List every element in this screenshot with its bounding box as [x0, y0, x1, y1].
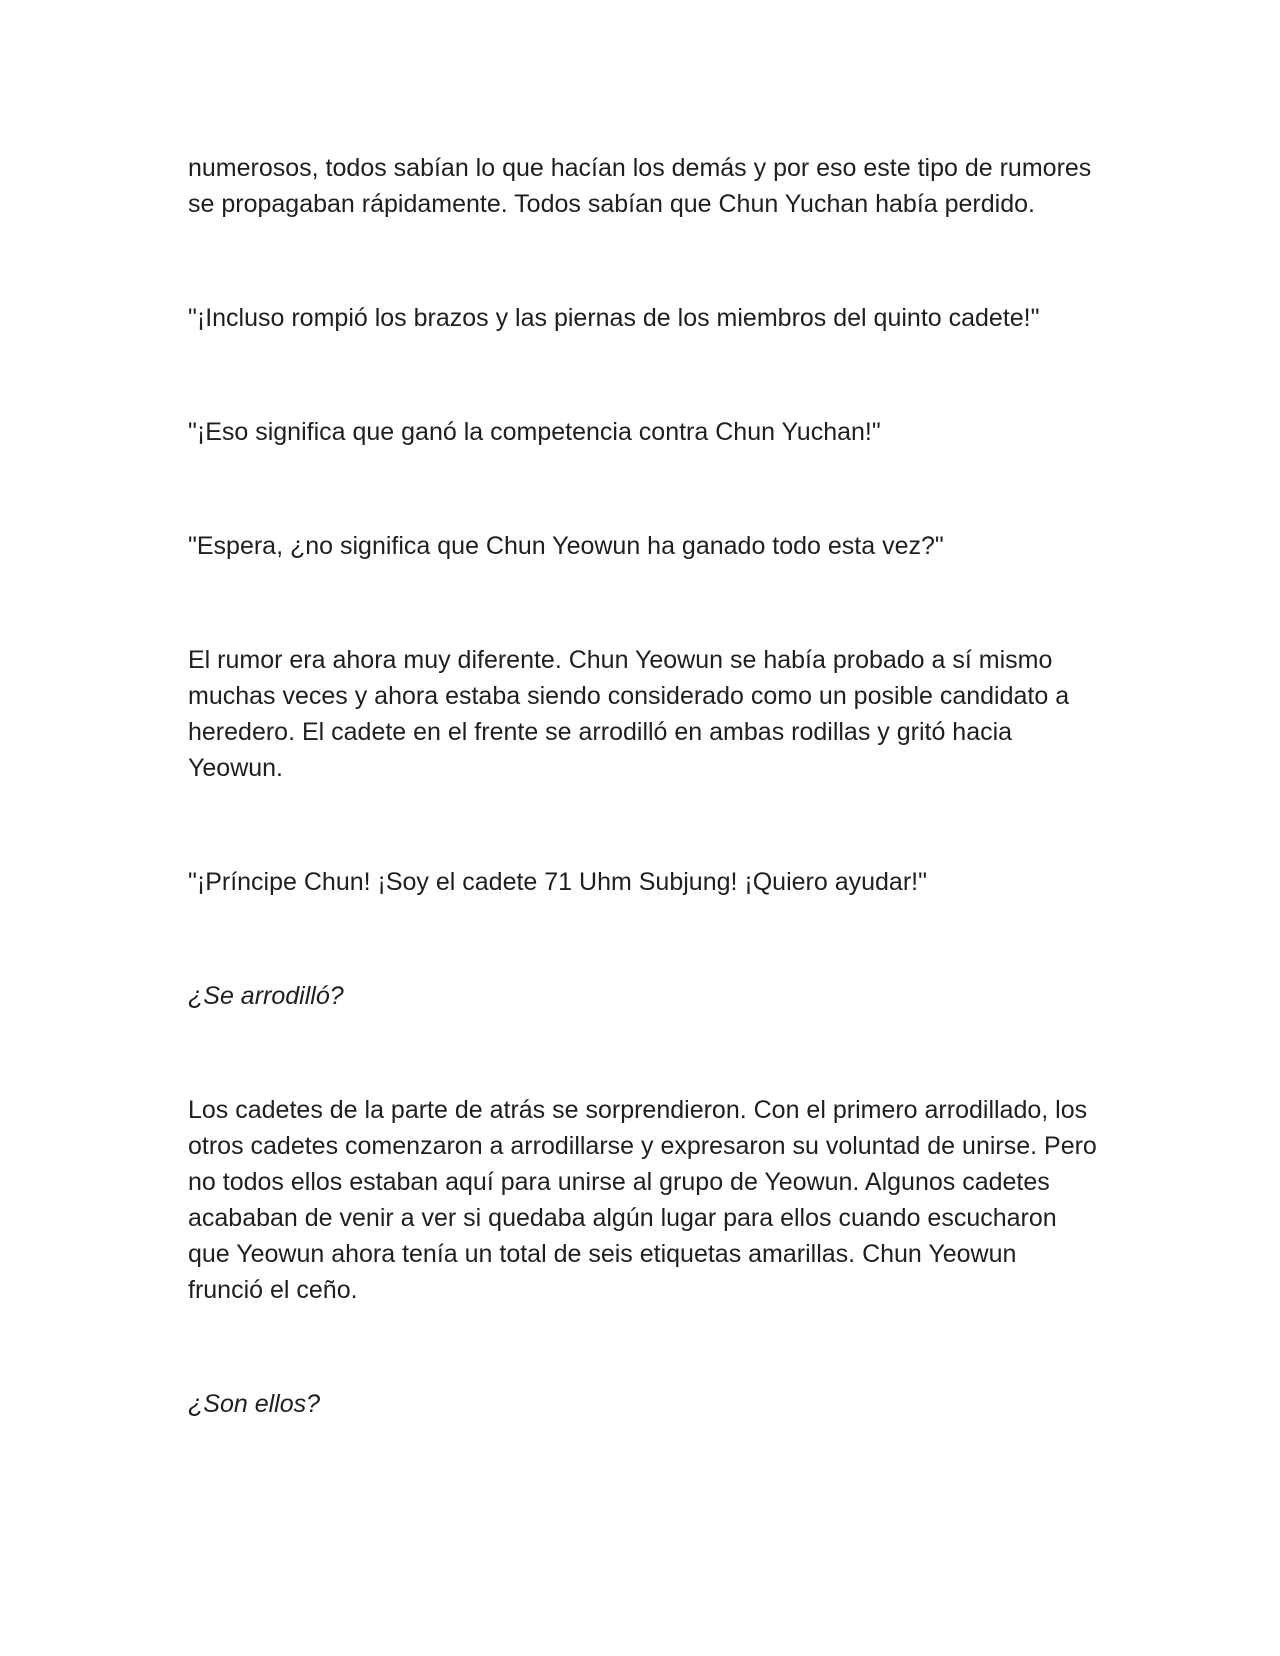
paragraph-6: "¡Príncipe Chun! ¡Soy el cadete 71 Uhm Subjung! ¡Quiero ayudar!"	[188, 868, 927, 896]
paragraph-7-italic-thought: ¿Se arrodilló?	[188, 982, 344, 1010]
paragraph-4: "Espera, ¿no significa que Chun Yeowun ha ganado todo esta vez?"	[188, 532, 944, 560]
paragraph-2: "¡Incluso rompió los brazos y las piernas de los miembros del quinto cadete!"	[188, 304, 1040, 332]
paragraph-8: Los cadetes de la parte de atrás se sorprendieron. Con el primero arrodillado, los otros cadetes comenzaron a arrodillarse y expresaron su voluntad de unirse. Pero no todos ellos estaban aquí para unirse al grupo de Yeowun. Algunos cadetes acababan de venir a ver si quedaba algún lugar para ellos cuando escucharon que Yeowun ahora tenía un total de seis etiquetas amarillas. Chun Yeowun frunció el ceño.	[188, 1096, 1097, 1304]
paragraph-1: numerosos, todos sabían lo que hacían los demás y por eso este tipo de rumores se propagaban rápidamente. Todos sabían que Chun Yuchan había perdido.	[188, 154, 1092, 218]
document-body	[188, 150, 1098, 1500]
paragraph-9-italic-thought: ¿Son ellos?	[188, 1390, 321, 1418]
paragraph-5: El rumor era ahora muy diferente. Chun Yeowun se había probado a sí mismo muchas veces y ahora estaba siendo considerado como un posible candidato a heredero. El cadete en el frente se arrodilló en ambas rodillas y gritó hacia Yeowun.	[188, 646, 1070, 782]
paragraph-3: "¡Eso significa que ganó la competencia contra Chun Yuchan!"	[188, 418, 881, 446]
